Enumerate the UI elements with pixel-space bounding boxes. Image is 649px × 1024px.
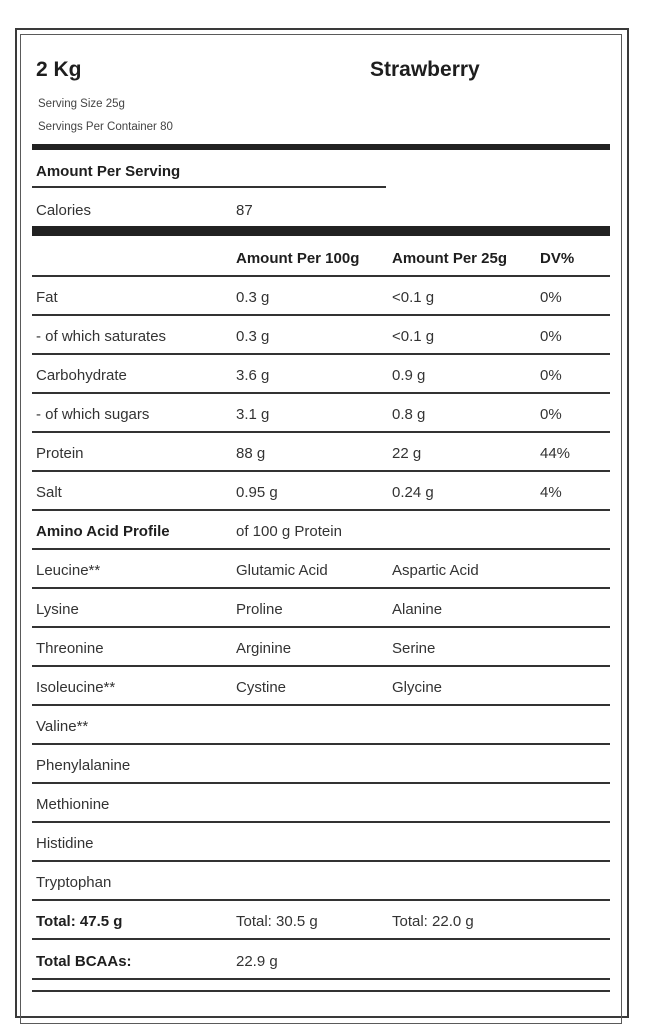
nutrient-name: - of which sugars <box>36 406 150 423</box>
nutrient-dv: 0% <box>540 406 562 423</box>
row-divider <box>32 704 610 706</box>
column-header-dv: DV% <box>540 250 575 267</box>
nutrient-name: Protein <box>36 445 84 462</box>
amino-acid-name: Glycine <box>392 679 443 696</box>
row-divider <box>32 431 610 433</box>
amino-acid-name: Methionine <box>36 796 110 813</box>
row-divider <box>32 665 610 667</box>
amino-acid-name: Histidine <box>36 835 94 852</box>
amino-acid-name: Aspartic Acid <box>392 562 479 579</box>
thick-divider <box>32 226 610 236</box>
row-divider <box>32 821 610 823</box>
product-flavor: Strawberry <box>370 58 480 81</box>
total-col3: Total: 22.0 g <box>392 913 474 930</box>
nutrient-name: - of which saturates <box>36 328 167 345</box>
amino-profile-subtitle: of 100 g Protein <box>236 523 342 540</box>
amino-acid-name: Valine** <box>36 718 89 735</box>
nutrient-per25: 0.8 g <box>392 406 426 423</box>
nutrient-per100: 0.95 g <box>236 484 278 501</box>
amino-acid-name: Lysine <box>36 601 79 618</box>
column-header-per100: Amount Per 100g <box>236 250 360 267</box>
row-divider <box>32 938 610 940</box>
amino-acid-name: Leucine** <box>36 562 101 579</box>
row-divider <box>32 587 610 589</box>
amino-acid-name: Alanine <box>392 601 443 618</box>
amino-acid-name: Tryptophan <box>36 874 112 891</box>
total-bcaa-label: Total BCAAs: <box>36 953 132 970</box>
amino-acid-name: Proline <box>236 601 283 618</box>
servings-per-container: Servings Per Container 80 <box>38 121 173 133</box>
row-divider <box>32 275 610 277</box>
row-divider <box>32 392 610 394</box>
serving-size: Serving Size 25g <box>38 98 125 110</box>
nutrient-per25: <0.1 g <box>392 289 435 306</box>
nutrient-per25: 0.9 g <box>392 367 426 384</box>
row-divider <box>32 314 610 316</box>
row-divider <box>32 860 610 862</box>
row-divider <box>32 978 610 980</box>
row-divider <box>32 626 610 628</box>
nutrient-dv: 44% <box>540 445 571 462</box>
nutrient-dv: 0% <box>540 367 562 384</box>
nutrient-dv: 4% <box>540 484 562 501</box>
amino-acid-name: Arginine <box>236 640 292 657</box>
amino-acid-name: Isoleucine** <box>36 679 116 696</box>
row-divider <box>32 743 610 745</box>
nutrient-per25: <0.1 g <box>392 328 435 345</box>
nutrient-per100: 3.6 g <box>236 367 270 384</box>
nutrient-dv: 0% <box>540 328 562 345</box>
nutrient-name: Salt <box>36 484 62 501</box>
nutrient-per100: 0.3 g <box>236 289 270 306</box>
nutrient-name: Fat <box>36 289 58 306</box>
nutrient-per25: 0.24 g <box>392 484 434 501</box>
row-divider <box>32 899 610 901</box>
amino-acid-name: Glutamic Acid <box>236 562 328 579</box>
row-divider <box>32 782 610 784</box>
short-divider <box>32 186 386 188</box>
thick-divider <box>32 144 610 150</box>
amino-acid-name: Cystine <box>236 679 287 696</box>
amount-per-serving-label: Amount Per Serving <box>36 163 181 180</box>
total-col2: Total: 30.5 g <box>236 913 318 930</box>
nutrient-per100: 3.1 g <box>236 406 270 423</box>
calories-label: Calories <box>36 202 92 219</box>
amino-acid-name: Phenylalanine <box>36 757 131 774</box>
row-divider <box>32 548 610 550</box>
row-divider <box>32 470 610 472</box>
nutrient-name: Carbohydrate <box>36 367 127 384</box>
row-divider <box>32 990 610 992</box>
nutrient-per100: 88 g <box>236 445 266 462</box>
nutrient-per100: 0.3 g <box>236 328 270 345</box>
amino-acid-name: Serine <box>392 640 436 657</box>
column-header-per25: Amount Per 25g <box>392 250 508 267</box>
product-weight: 2 Kg <box>36 58 82 81</box>
total-all: Total: 47.5 g <box>36 913 123 930</box>
total-bcaa-value: 22.9 g <box>236 953 278 970</box>
row-divider <box>32 353 610 355</box>
calories-value: 87 <box>236 202 253 219</box>
row-divider <box>32 509 610 511</box>
amino-acid-name: Threonine <box>36 640 104 657</box>
nutrient-per25: 22 g <box>392 445 422 462</box>
amino-profile-title: Amino Acid Profile <box>36 523 170 540</box>
nutrient-dv: 0% <box>540 289 562 306</box>
